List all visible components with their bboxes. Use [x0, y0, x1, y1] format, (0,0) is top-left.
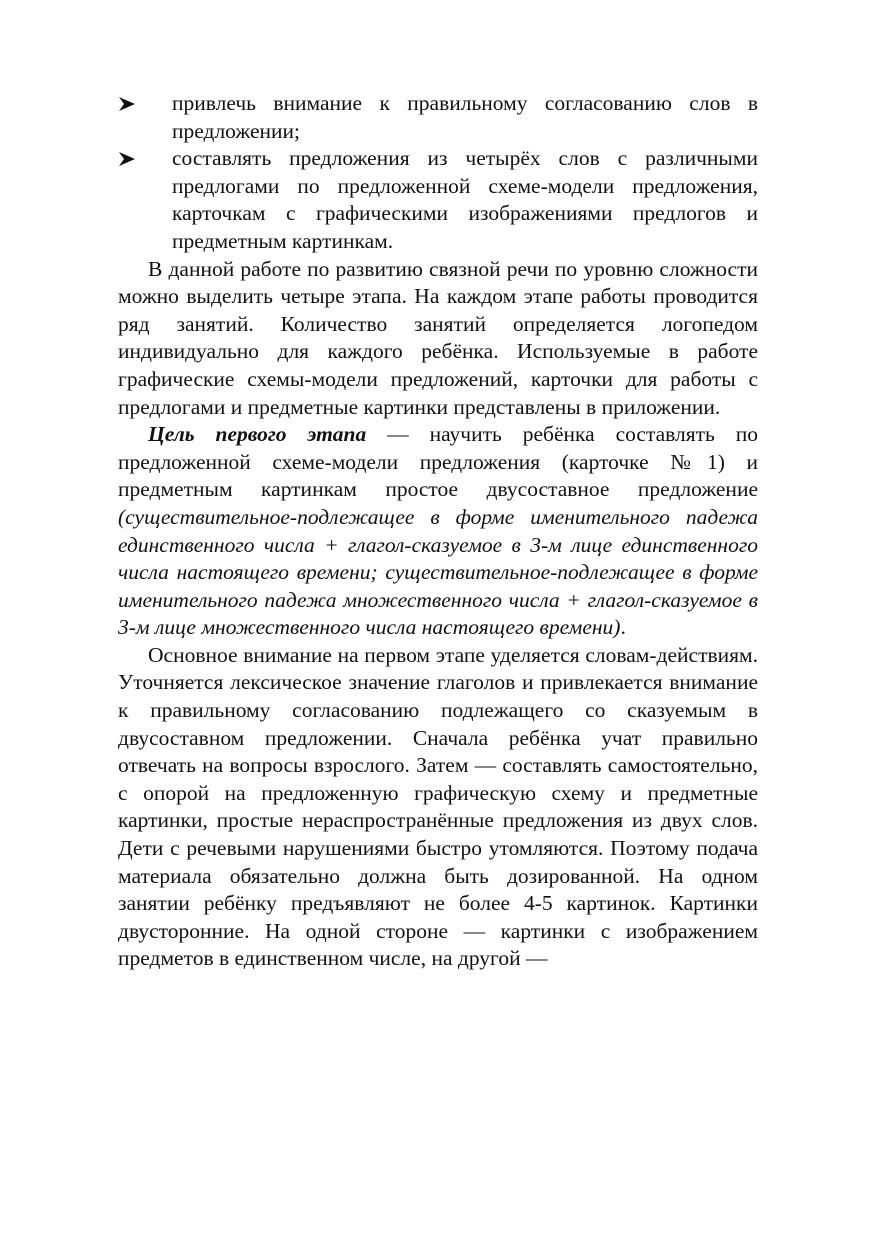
- bullet-text: привлечь внимание к правильному согласованию слов в предложении;: [172, 91, 758, 143]
- paragraph-first-stage-focus: Основное внимание на первом этапе уделяется словам-действиям. Уточняется лексическое значение глаголов и привлекается внимание к правильному согласованию подлежащего со сказуемым в двусоставном предложении. Сначала ребёнка учат правильно отвечать на вопросы взрослого. Затем — составлять самостоятельно, с опорой на предложенную графическую схему и предметные картинки, простые нераспространённые предложения из двух слов. Дети с речевыми нарушениями быстро утомляются. Поэтому подача материала обязательно должна быть дозированной. На одном занятии ребёнку предъявляют не более 4-5 картинок. Картинки двусторонние. На одной стороне — картинки с изображением предметов в единственном числе, на другой —: [118, 642, 758, 971]
- goal-italic-text: (существительное-подлежащее в форме именительного падежа единственного числа + глагол-сказуемое в 3-м лице единственного числа настоящего времени; существительное-подлежащее в форме именительного падежа множественного числа + глагол-сказуемое в 3-м лице множественного числа настоящего времени): [118, 504, 758, 640]
- goal-end: .: [620, 615, 626, 640]
- arrowhead-bullet-icon: [118, 151, 136, 167]
- document-page: [118, 90, 758, 973]
- paragraph-first-stage-goal: [118, 421, 758, 642]
- first-stage-heading: Цель первого этапа: [148, 422, 367, 447]
- arrowhead-bullet-icon: [118, 96, 136, 112]
- paragraph-stages: В данной работе по развитию связной речи по уровню сложности можно выделить четыре этапа. На каждом этапе работы проводится ряд занятий. Количество занятий определяется логопедом индивидуально для каждого ребёнка. Используемые в работе графические схемы-модели предложений, карточки для работы с предлогами и предметные картинки представлены в приложении.: [118, 256, 758, 419]
- bullet-list: [118, 90, 758, 256]
- bullet-item: [118, 145, 758, 255]
- bullet-item: [118, 90, 758, 145]
- bullet-text: составлять предложения из четырёх слов с различными предлогами по предложенной схеме-модели предложения, карточкам с графическими изображениями предлогов и предметным картинкам.: [172, 146, 758, 253]
- goal-text: — научить ребёнка составлять по предложенной схеме-модели предложения (карточке №1) и предметным картинкам простое двусоставное предложение: [118, 422, 758, 502]
